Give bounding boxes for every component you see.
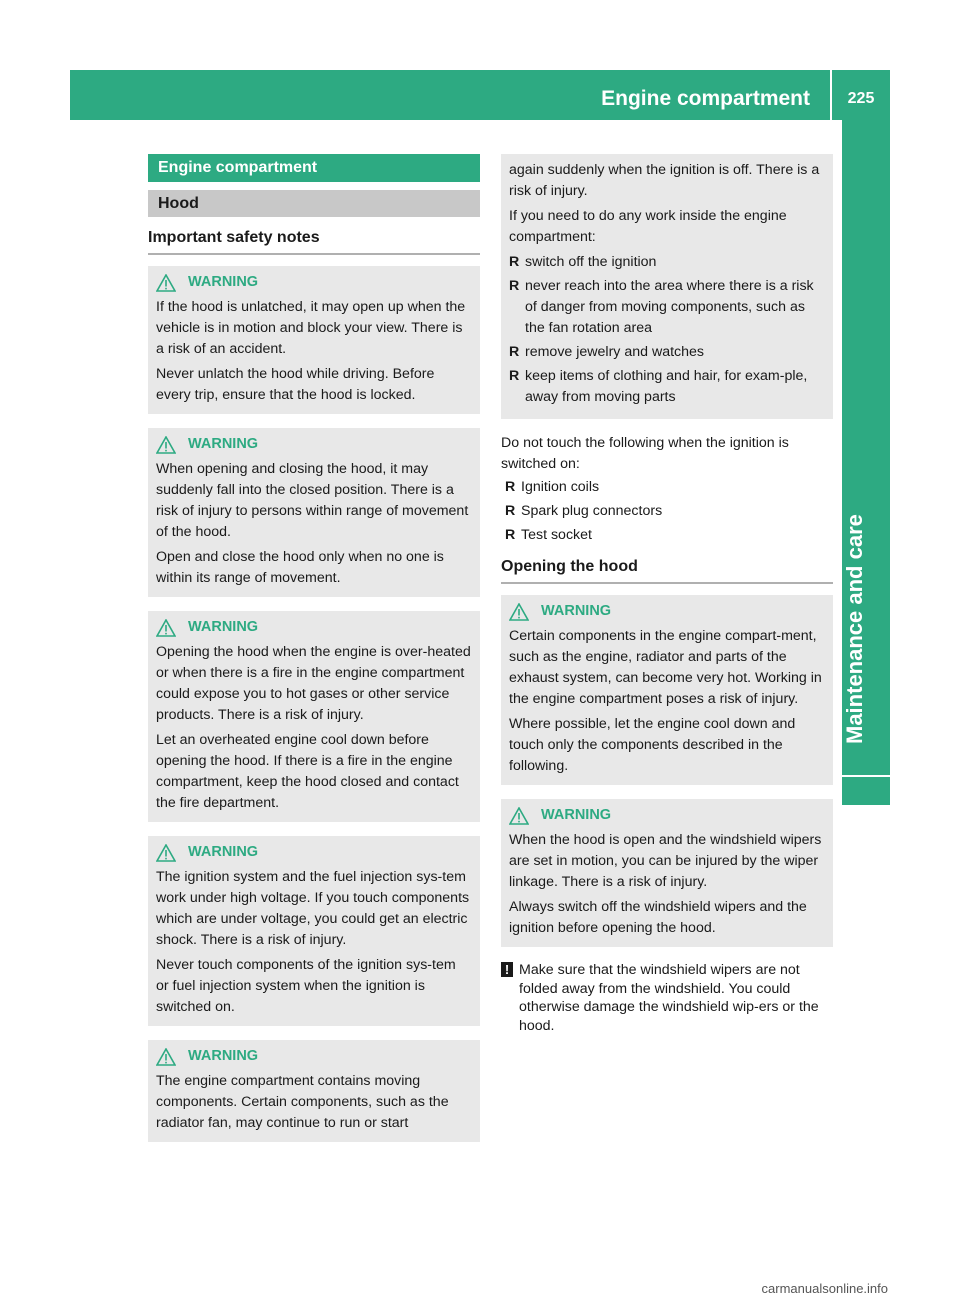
warning-box <box>148 611 480 822</box>
warning-triangle-icon <box>156 844 176 862</box>
list-item: R Ignition coils <box>505 477 833 498</box>
warning-text: Where possible, let the engine cool down and touch only the components described in the following. <box>509 716 796 774</box>
warning-text: again suddenly when the ignition is off. There is a risk of injury. <box>509 162 820 199</box>
side-tab-marker <box>842 777 890 805</box>
warning-box <box>148 266 480 414</box>
warning-triangle-icon <box>156 619 176 637</box>
bullet-icon: R <box>505 527 516 543</box>
warning-triangle-icon <box>156 1048 176 1066</box>
side-tab-label: Maintenance and care <box>842 514 867 744</box>
heading-safety-notes: Important safety notes <box>148 227 480 255</box>
warning-text: The engine compartment contains moving components. Certain components, such as the radiator fan, may continue to run or start <box>156 1073 449 1131</box>
warning-triangle-icon <box>509 807 529 825</box>
warning-text: The ignition system and the fuel injection sys-tem work under high voltage. If you touch components which are under voltage, you could get an electric shock. There is a risk of injury. <box>156 869 470 948</box>
list-item: R Test socket <box>505 525 833 546</box>
warning-box <box>148 1040 480 1142</box>
warning-text: If you need to do any work inside the engine compartment: <box>509 208 787 245</box>
warning-box <box>501 799 833 947</box>
warning-box <box>501 595 833 785</box>
list-item: R keep items of clothing and hair, for exam-ple, away from moving parts <box>509 368 808 405</box>
body-text <box>501 433 833 546</box>
list-item: R switch off the ignition <box>509 252 825 273</box>
warning-label: WARNING <box>188 1048 259 1064</box>
warning-box <box>148 836 480 1026</box>
side-tab <box>842 120 890 775</box>
warning-triangle-icon <box>156 436 176 454</box>
warning-label: WARNING <box>188 844 259 860</box>
page-number: 225 <box>847 90 875 107</box>
bullet-icon: R <box>505 479 516 495</box>
list-item: R Spark plug connectors <box>505 501 833 522</box>
list-item: R remove jewelry and watches <box>509 342 825 363</box>
bullet-icon: R <box>509 344 520 360</box>
page-header-bar <box>70 70 890 120</box>
warning-text: Let an overheated engine cool down before opening the hood. If there is a fire in the engine compartment, keep the hood closed and contact the fire department. <box>156 732 459 811</box>
list-item: R never reach into the area where there is a risk of danger from moving components, such as the fan rotation area <box>509 278 814 336</box>
bullet-icon: R <box>505 503 516 519</box>
warning-triangle-icon <box>156 274 176 292</box>
exclamation-icon: ! <box>501 962 513 977</box>
warning-text: Certain components in the engine compart-ment, such as the engine, radiator and parts of the exhaust system, can become very hot. Working in the engine compartment poses a risk of injury. <box>509 628 822 707</box>
header-title: Engine compartment <box>601 87 810 110</box>
intro-text: Do not touch the following when the ignition is switched on: <box>501 435 789 472</box>
warning-box <box>148 428 480 597</box>
warning-label: WARNING <box>541 603 612 619</box>
warning-text: Open and close the hood only when no one is within its range of movement. <box>156 549 444 586</box>
warning-box-continued <box>501 154 833 419</box>
warning-label: WARNING <box>188 274 259 290</box>
warning-text: If the hood is unlatched, it may open up when the vehicle is in motion and block your view. There is a risk of an accident. <box>156 299 466 357</box>
right-column <box>501 154 833 1035</box>
subsection-title: Hood <box>148 190 480 217</box>
warning-text: When the hood is open and the windshield wipers are set in motion, you can be injured by the wiper linkage. There is a risk of injury. <box>509 832 822 890</box>
warning-label: WARNING <box>188 619 259 635</box>
warning-text: Never touch components of the ignition sys-tem or fuel injection system when the ignition is switched on. <box>156 957 456 1015</box>
warning-text: Always switch off the windshield wipers and the ignition before opening the hood. <box>509 899 807 936</box>
bullet-icon: R <box>509 254 520 270</box>
warning-triangle-icon <box>509 603 529 621</box>
warning-label: WARNING <box>541 807 612 823</box>
warning-text: When opening and closing the hood, it may suddenly fall into the closed position. There is a risk of injury to persons within range of movement of the hood. <box>156 461 469 540</box>
note-text: Make sure that the windshield wipers are not folded away from the windshield. You could otherwise damage the windshield wip-ers or the hood. <box>519 962 819 1034</box>
left-column <box>148 154 480 1156</box>
note <box>501 961 833 1035</box>
warning-text: Opening the hood when the engine is over-heated or when there is a fire in the engine compartment could expose you to hot gases or other service products. There is a risk of injury. <box>156 644 471 723</box>
bullet-icon: R <box>509 278 520 294</box>
heading-opening-hood: Opening the hood <box>501 556 833 584</box>
section-title: Engine compartment <box>148 154 480 182</box>
warning-text: Never unlatch the hood while driving. Before every trip, ensure that the hood is locked. <box>156 366 435 403</box>
warning-label: WARNING <box>188 436 259 452</box>
footer-watermark: carmanualsonline.info <box>761 1281 888 1296</box>
bullet-icon: R <box>509 368 520 384</box>
